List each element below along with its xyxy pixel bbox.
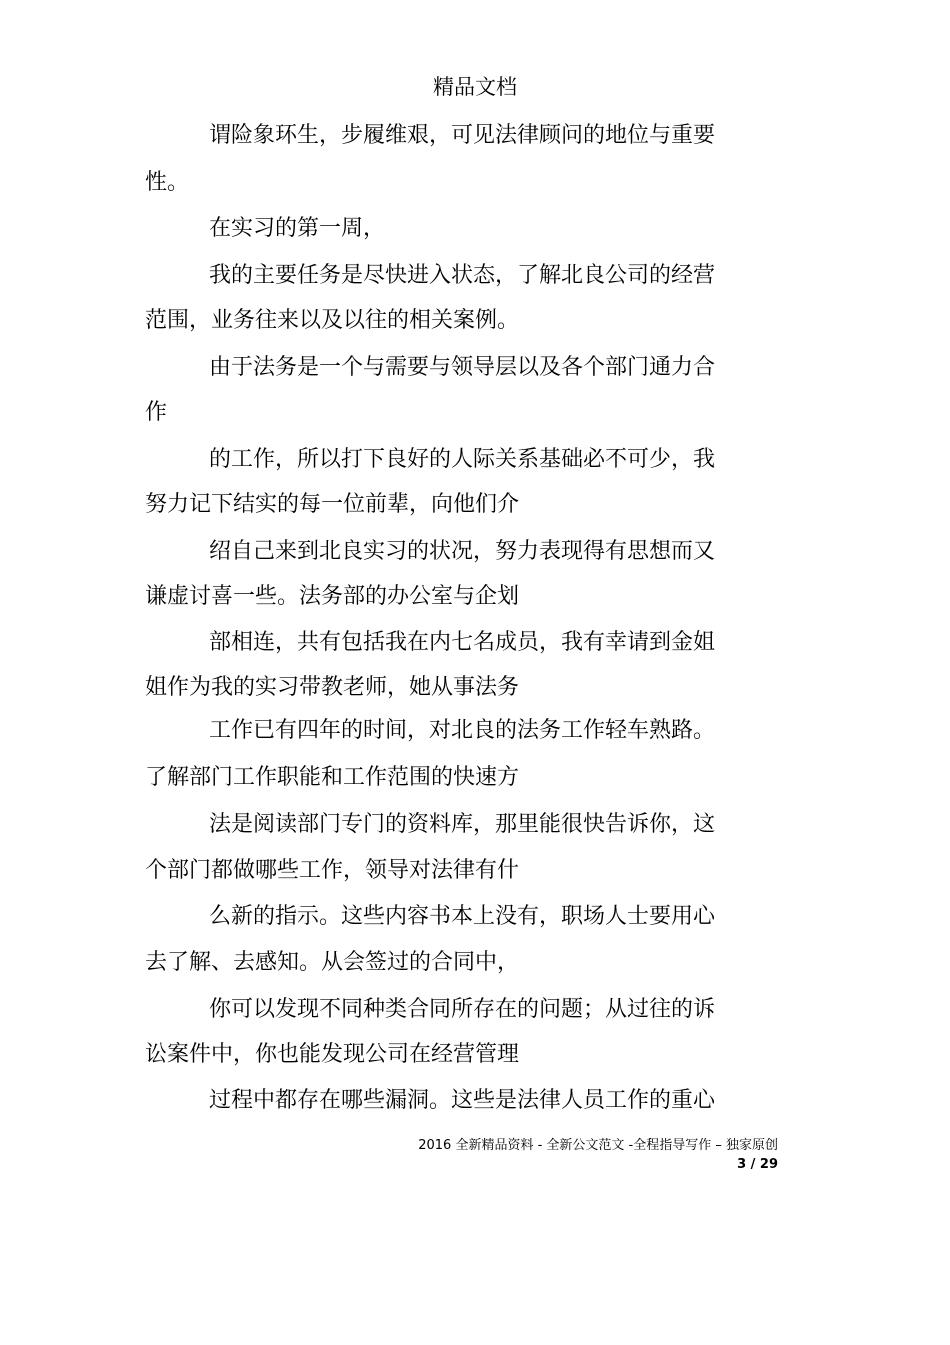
text-line: 在实习的第一周， bbox=[209, 216, 386, 241]
text-line: 讼案件中，你也能发现公司在经营管理 bbox=[145, 1042, 520, 1067]
text-line: 谓险象环生，步履维艰，可见法律顾问的地位与重要 bbox=[209, 123, 716, 148]
text-line: 去了解、去感知。从会签过的合同中， bbox=[145, 950, 520, 975]
text-line: 你可以发现不同种类合同所存在的问题；从过往的诉 bbox=[209, 997, 716, 1022]
text-line: 姐作为我的实习带教老师，她从事法务 bbox=[145, 675, 520, 700]
text-line: 我的主要任务是尽快进入状态，了解北良公司的经营 bbox=[209, 263, 716, 288]
text-line: 的工作，所以打下良好的人际关系基础必不可少，我 bbox=[209, 447, 716, 472]
text-line: 个部门都做哪些工作，领导对法律有什 bbox=[145, 858, 520, 883]
text-line: 作 bbox=[145, 400, 168, 425]
text-line: 性。 bbox=[145, 170, 190, 195]
text-line: 范围，业务往来以及以往的相关案例。 bbox=[145, 308, 520, 333]
text-line: 努力记下结实的每一位前辈，向他们介 bbox=[145, 492, 520, 517]
text-line: 工作已有四年的时间，对北良的法务工作轻车熟路。 bbox=[209, 718, 716, 743]
text-line: 么新的指示。这些内容书本上没有，职场人士要用心 bbox=[209, 904, 716, 929]
page-footer-text: 2016 全新精品资料 - 全新公文范文 -全程指导写作 – 独家原创 bbox=[418, 1138, 778, 1153]
text-line: 谦虚讨喜一些。法务部的办公室与企划 bbox=[145, 584, 520, 609]
text-line: 过程中都存在哪些漏洞。这些是法律人员工作的重心 bbox=[209, 1088, 716, 1113]
text-line: 绍自己来到北良实习的状况，努力表现得有思想而又 bbox=[209, 539, 716, 564]
text-line: 法是阅读部门专门的资料库，那里能很快告诉你，这 bbox=[209, 812, 716, 837]
text-line: 由于法务是一个与需要与领导层以及各个部门通力合 bbox=[209, 355, 716, 380]
page-header-title: 精品文档 bbox=[433, 75, 517, 99]
text-line: 了解部门工作职能和工作范围的快速方 bbox=[145, 765, 520, 790]
text-line: 部相连，共有包括我在内七名成员，我有幸请到金姐 bbox=[209, 630, 716, 655]
page-number: 3 / 29 bbox=[737, 1157, 778, 1172]
